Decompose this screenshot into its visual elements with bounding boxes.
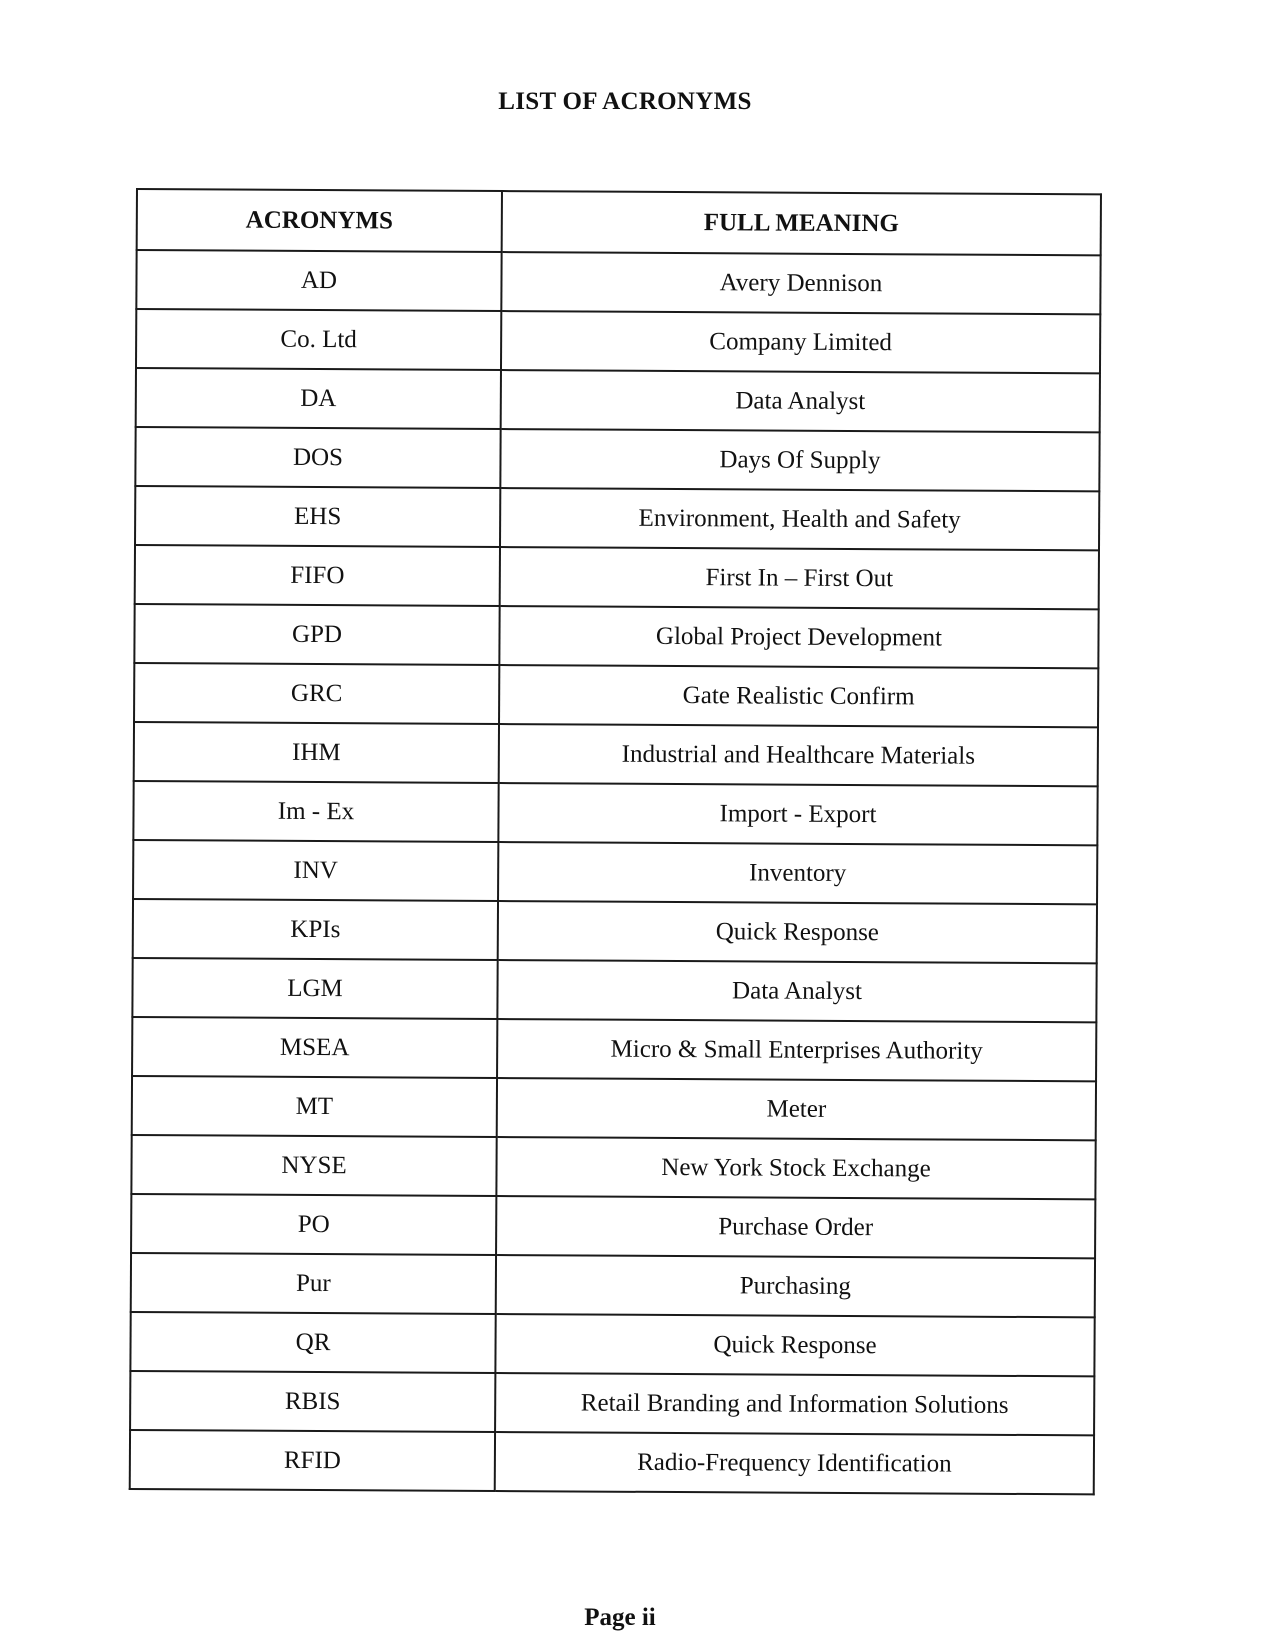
- acronym-cell: DOS: [135, 427, 500, 488]
- acronym-cell: Im - Ex: [133, 781, 498, 842]
- meaning-cell: Avery Dennison: [501, 252, 1100, 314]
- acronym-cell: EHS: [135, 486, 500, 547]
- table-row: [131, 1253, 1095, 1317]
- acronym-cell: INV: [133, 840, 498, 901]
- table-row: [131, 1135, 1095, 1199]
- table-row: [133, 781, 1097, 845]
- acronym-cell: GPD: [134, 604, 499, 665]
- table-row: [135, 545, 1099, 609]
- meaning-cell: Import - Export: [498, 783, 1097, 845]
- table-row: [131, 1194, 1095, 1258]
- meaning-cell: Data Analyst: [501, 370, 1100, 432]
- acronym-cell: Pur: [131, 1253, 496, 1314]
- meaning-cell: Purchasing: [496, 1255, 1095, 1317]
- acronyms-table: [129, 188, 1102, 1495]
- meaning-cell: New York Stock Exchange: [496, 1137, 1095, 1199]
- acronym-cell: QR: [130, 1312, 495, 1373]
- table-row: [134, 722, 1098, 786]
- acronym-cell: FIFO: [135, 545, 500, 606]
- table-row: [134, 663, 1098, 727]
- table-row: [136, 309, 1100, 373]
- header-acronyms: ACRONYMS: [137, 189, 502, 252]
- table-row: [132, 958, 1096, 1022]
- table-row: [136, 250, 1100, 314]
- table-row: [130, 1430, 1094, 1494]
- meaning-cell: Company Limited: [501, 311, 1100, 373]
- table-row: [136, 368, 1100, 432]
- page-title: LIST OF ACRONYMS: [498, 88, 752, 115]
- meaning-cell: Gate Realistic Confirm: [499, 665, 1098, 727]
- meaning-cell: Meter: [497, 1078, 1096, 1140]
- table-row: [135, 486, 1099, 550]
- acronym-cell: MSEA: [132, 1017, 497, 1078]
- meaning-cell: Industrial and Healthcare Materials: [499, 724, 1098, 786]
- acronym-cell: KPIs: [133, 899, 498, 960]
- meaning-cell: Retail Branding and Information Solutions: [495, 1373, 1094, 1435]
- meaning-cell: Days Of Supply: [500, 429, 1099, 491]
- acronym-cell: DA: [136, 368, 501, 429]
- acronym-cell: AD: [136, 250, 501, 311]
- meaning-cell: First In – First Out: [500, 547, 1099, 609]
- meaning-cell: Radio-Frequency Identification: [495, 1432, 1094, 1494]
- acronym-cell: GRC: [134, 663, 499, 724]
- page-number: Page ii: [584, 1604, 656, 1631]
- table-row: [135, 427, 1099, 491]
- acronym-cell: PO: [131, 1194, 496, 1255]
- table-row: [132, 1076, 1096, 1140]
- table-row: [134, 604, 1098, 668]
- table-row: [133, 899, 1097, 963]
- table-header-row: [137, 189, 1101, 255]
- table-row: [132, 1017, 1096, 1081]
- meaning-cell: Quick Response: [498, 901, 1097, 963]
- acronym-cell: MT: [132, 1076, 497, 1137]
- meaning-cell: Purchase Order: [496, 1196, 1095, 1258]
- table-row: [130, 1312, 1094, 1376]
- meaning-cell: Data Analyst: [497, 960, 1096, 1022]
- acronym-cell: Co. Ltd: [136, 309, 501, 370]
- meaning-cell: Global Project Development: [499, 606, 1098, 668]
- table-row: [130, 1371, 1094, 1435]
- acronym-cell: NYSE: [131, 1135, 496, 1196]
- acronym-cell: RBIS: [130, 1371, 495, 1432]
- table-row: [133, 840, 1097, 904]
- header-full-meaning: FULL MEANING: [502, 191, 1101, 255]
- meaning-cell: Inventory: [498, 842, 1097, 904]
- meaning-cell: Quick Response: [495, 1314, 1094, 1376]
- meaning-cell: Micro & Small Enterprises Authority: [497, 1019, 1096, 1081]
- acronym-cell: RFID: [130, 1430, 495, 1491]
- meaning-cell: Environment, Health and Safety: [500, 488, 1099, 550]
- acronym-cell: IHM: [134, 722, 499, 783]
- acronym-cell: LGM: [132, 958, 497, 1019]
